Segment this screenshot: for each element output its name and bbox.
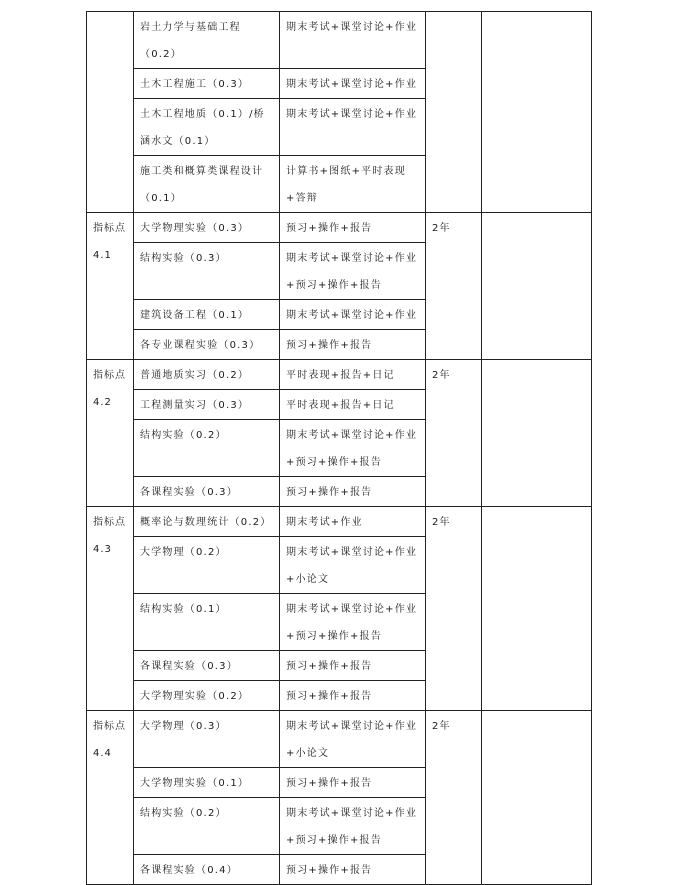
assessment-cell: 预习+操作+报告 bbox=[280, 651, 426, 681]
assessment-cell: 期末考试+作业 bbox=[280, 507, 426, 537]
years-cell bbox=[426, 12, 482, 213]
course-cell: 各专业课程实验（0.3） bbox=[134, 330, 280, 360]
indicator-cell bbox=[87, 507, 134, 711]
indicator-label: 指标点 bbox=[93, 223, 126, 234]
years-cell: 2年 bbox=[426, 507, 482, 711]
assessment-cell: 期末考试+课堂讨论+作业+小论文 bbox=[280, 711, 426, 768]
course-cell: 大学物理（0.2） bbox=[134, 537, 280, 594]
assessment-cell: 期末考试+课堂讨论+作业+预习+操作+报告 bbox=[280, 594, 426, 651]
course-cell: 结构实验（0.1） bbox=[134, 594, 280, 651]
course-cell: 各课程实验（0.4） bbox=[134, 855, 280, 885]
table-row bbox=[87, 12, 592, 69]
indicator-label: 指标点 bbox=[93, 721, 126, 732]
assessment-cell: 预习+操作+报告 bbox=[280, 213, 426, 243]
course-cell: 各课程实验（0.3） bbox=[134, 477, 280, 507]
assessment-cell: 预习+操作+报告 bbox=[280, 330, 426, 360]
assessment-cell: 预习+操作+报告 bbox=[280, 855, 426, 885]
assessment-cell: 期末考试+课堂讨论+作业+预习+操作+报告 bbox=[280, 243, 426, 300]
table-row bbox=[87, 213, 592, 243]
indicator-cell bbox=[87, 213, 134, 360]
indicator-cell bbox=[87, 12, 134, 213]
course-cell: 普通地质实习（0.2） bbox=[134, 360, 280, 390]
course-cell: 土木工程施工（0.3） bbox=[134, 69, 280, 99]
blank-cell bbox=[482, 711, 592, 885]
assessment-cell: 预习+操作+报告 bbox=[280, 768, 426, 798]
course-cell: 大学物理实验（0.1） bbox=[134, 768, 280, 798]
indicator-number: 4.4 bbox=[93, 748, 112, 759]
assessment-cell: 期末考试+课堂讨论+作业 bbox=[280, 69, 426, 99]
course-cell: 结构实验（0.3） bbox=[134, 243, 280, 300]
course-cell: 大学物理实验（0.2） bbox=[134, 681, 280, 711]
years-cell: 2年 bbox=[426, 711, 482, 885]
course-cell: 大学物理（0.3） bbox=[134, 711, 280, 768]
years-cell: 2年 bbox=[426, 213, 482, 360]
blank-cell bbox=[482, 507, 592, 711]
assessment-cell: 计算书+图纸+平时表现+答辩 bbox=[280, 156, 426, 213]
table-body bbox=[87, 12, 592, 885]
assessment-cell: 预习+操作+报告 bbox=[280, 477, 426, 507]
table-row bbox=[87, 360, 592, 390]
assessment-cell: 期末考试+课堂讨论+作业 bbox=[280, 300, 426, 330]
assessment-cell: 期末考试+课堂讨论+作业+小论文 bbox=[280, 537, 426, 594]
course-cell: 岩土力学与基础工程（0.2） bbox=[134, 12, 280, 69]
course-cell: 工程测量实习（0.3） bbox=[134, 390, 280, 420]
indicator-cell bbox=[87, 360, 134, 507]
course-cell: 土木工程地质（0.1）/桥涵水文（0.1） bbox=[134, 99, 280, 156]
assessment-cell: 期末考试+课堂讨论+作业+预习+操作+报告 bbox=[280, 420, 426, 477]
course-cell: 结构实验（0.2） bbox=[134, 420, 280, 477]
indicator-number: 4.1 bbox=[93, 250, 112, 261]
assessment-cell: 期末考试+课堂讨论+作业 bbox=[280, 99, 426, 156]
assessment-cell: 期末考试+课堂讨论+作业+预习+操作+报告 bbox=[280, 798, 426, 855]
course-cell: 概率论与数理统计（0.2） bbox=[134, 507, 280, 537]
blank-cell bbox=[482, 12, 592, 213]
course-cell: 大学物理实验（0.3） bbox=[134, 213, 280, 243]
course-cell: 各课程实验（0.3） bbox=[134, 651, 280, 681]
indicator-cell bbox=[87, 711, 134, 885]
indicator-label: 指标点 bbox=[93, 517, 126, 528]
indicator-number: 4.2 bbox=[93, 397, 112, 408]
assessment-cell: 预习+操作+报告 bbox=[280, 681, 426, 711]
course-cell: 结构实验（0.2） bbox=[134, 798, 280, 855]
table-row bbox=[87, 507, 592, 537]
assessment-cell: 平时表现+报告+日记 bbox=[280, 390, 426, 420]
course-cell: 建筑设备工程（0.1） bbox=[134, 300, 280, 330]
assessment-cell: 平时表现+报告+日记 bbox=[280, 360, 426, 390]
blank-cell bbox=[482, 360, 592, 507]
blank-cell bbox=[482, 213, 592, 360]
years-cell: 2年 bbox=[426, 360, 482, 507]
course-matrix-table bbox=[86, 11, 592, 885]
course-cell: 施工类和概算类课程设计（0.1） bbox=[134, 156, 280, 213]
assessment-cell: 期末考试+课堂讨论+作业 bbox=[280, 12, 426, 69]
table-row bbox=[87, 711, 592, 768]
indicator-number: 4.3 bbox=[93, 544, 112, 555]
indicator-label: 指标点 bbox=[93, 370, 126, 381]
